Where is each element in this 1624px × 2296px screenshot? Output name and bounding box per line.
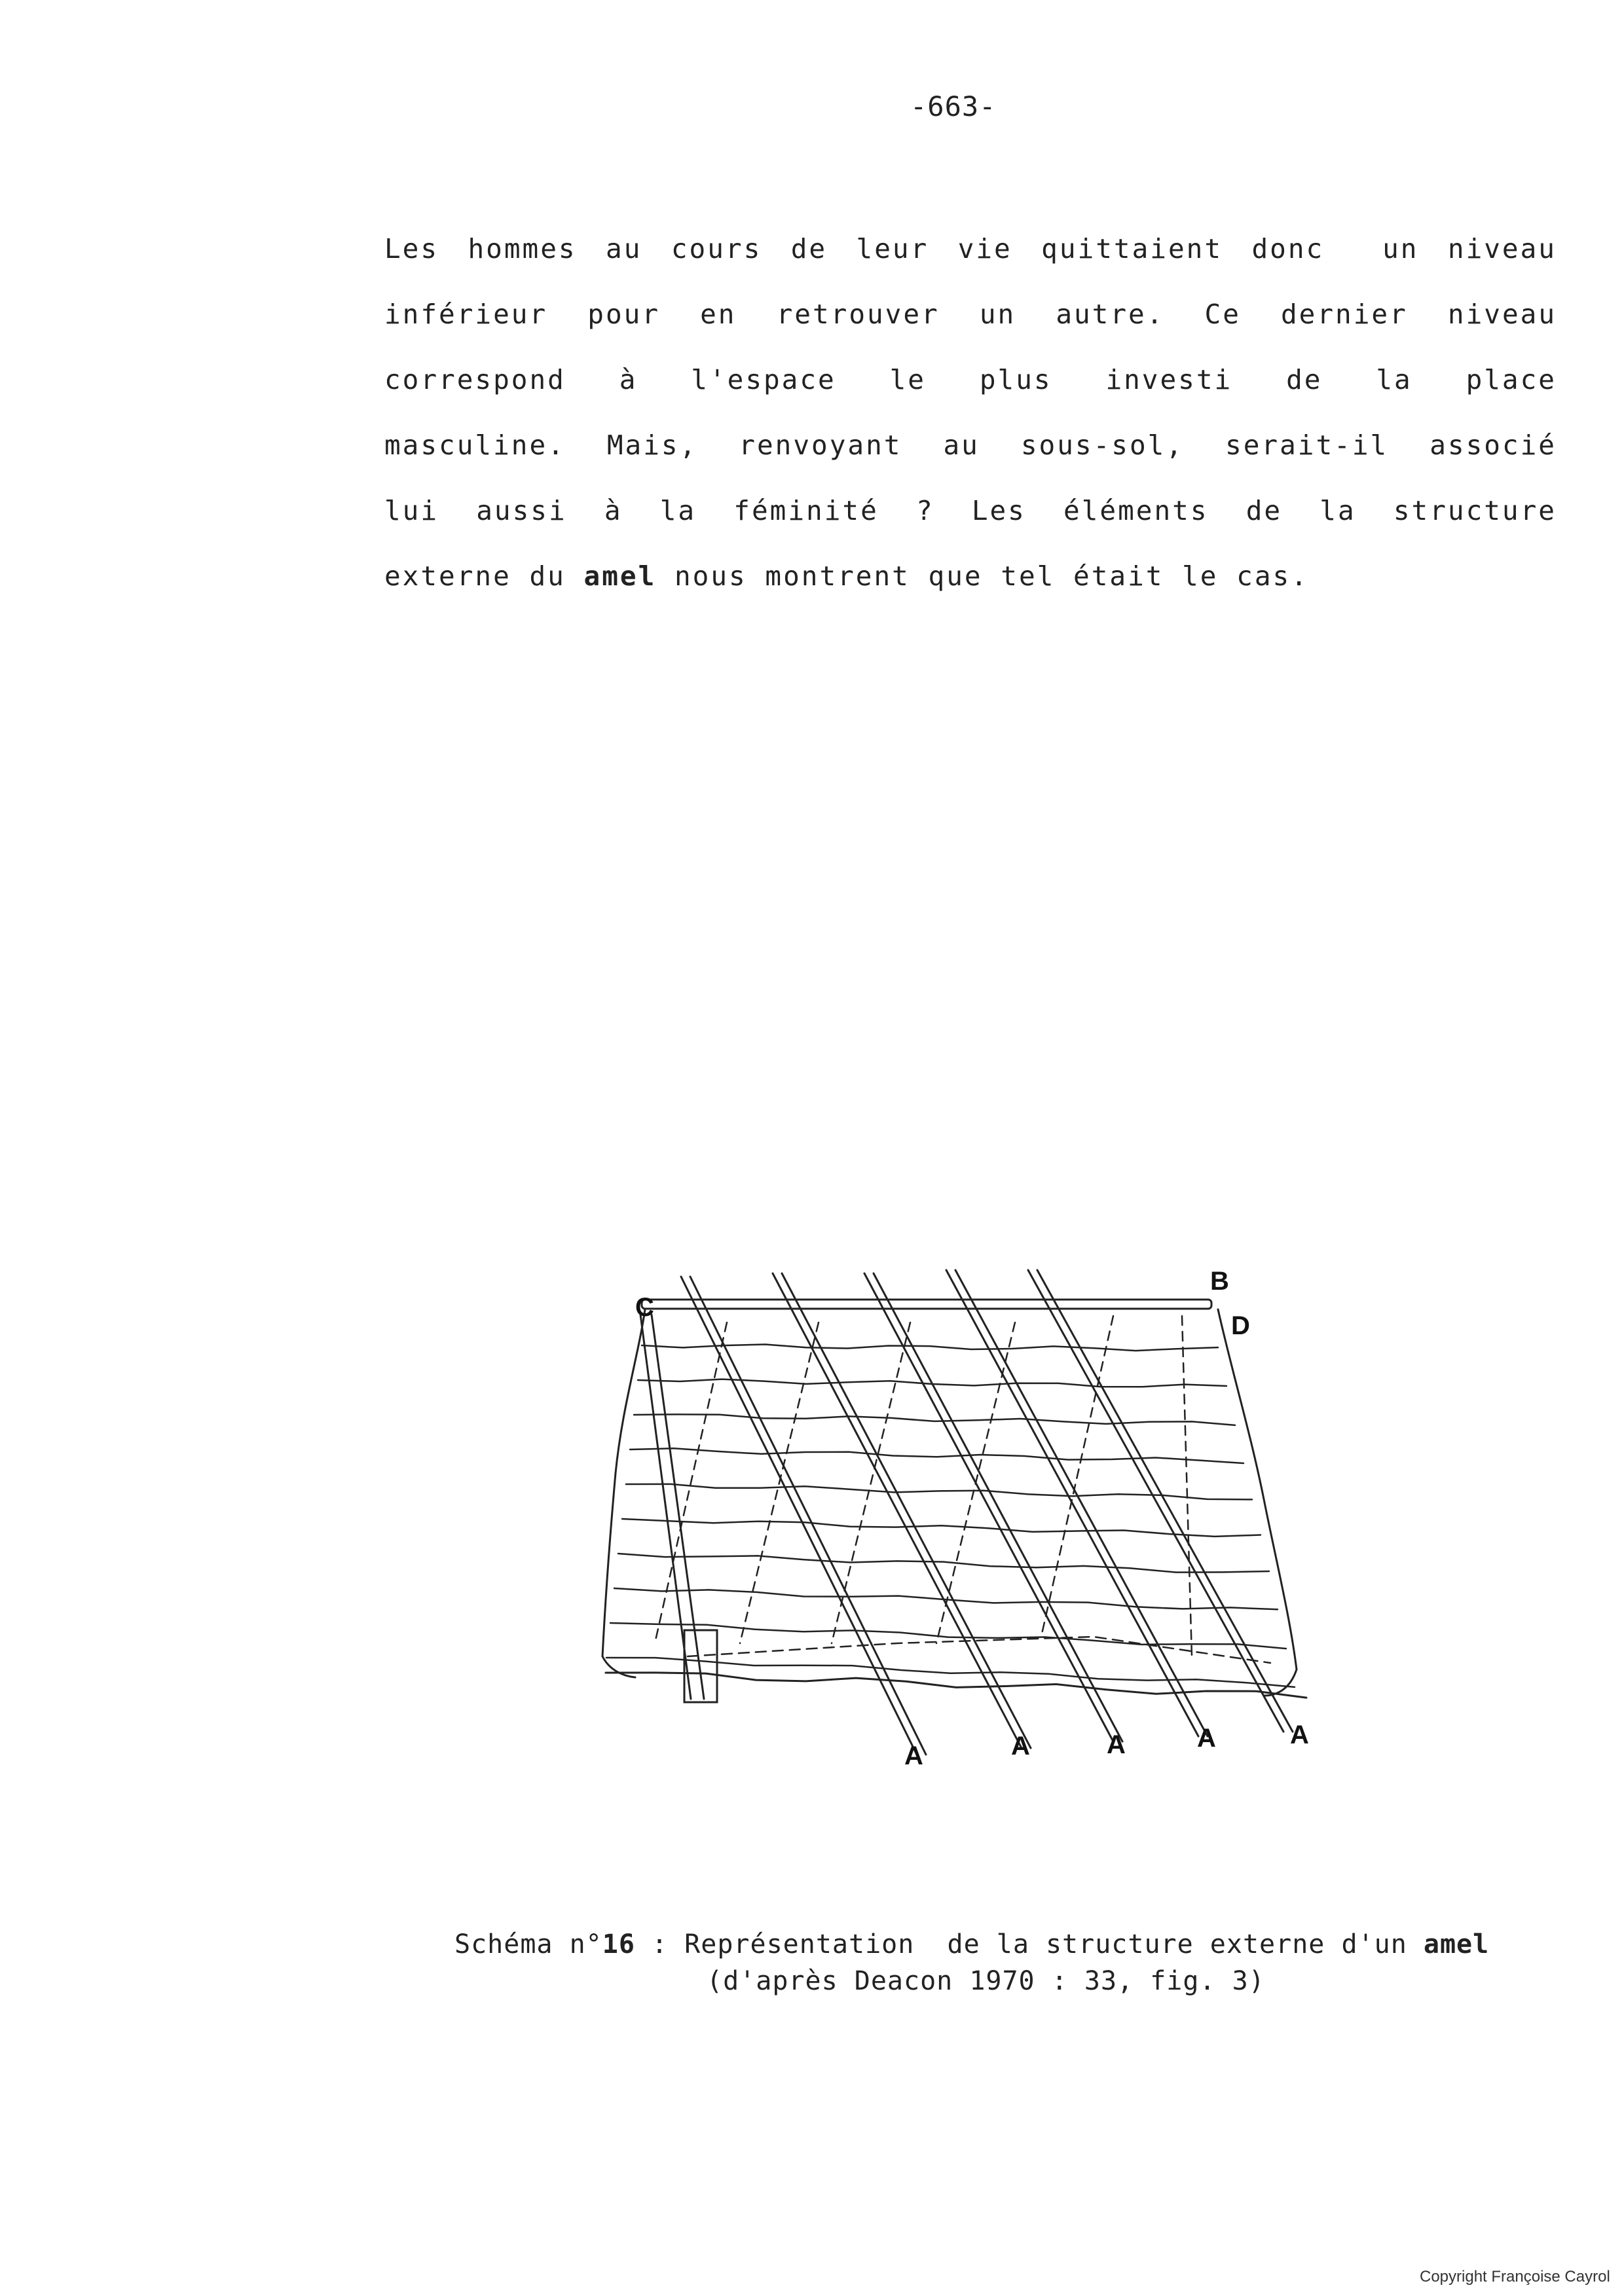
ridge-pole [642, 1300, 1211, 1309]
thatch-row [610, 1623, 1286, 1649]
hidden-rafter [1041, 1316, 1113, 1637]
hidden-rafter [936, 1322, 1015, 1643]
rafter-pole [1037, 1270, 1293, 1732]
hidden-rafter [1182, 1316, 1192, 1656]
ground-edge [606, 1673, 1306, 1698]
page-number: -663- [910, 90, 997, 122]
bold-term-amel: amel [1423, 1929, 1490, 1959]
hidden-rafter [655, 1322, 727, 1643]
rafter-pole [773, 1273, 1022, 1748]
paragraph-line: correspond à l'espace le plus investi de la place [384, 364, 1557, 395]
label-c: C [635, 1293, 654, 1322]
paragraph-line [384, 543, 1557, 609]
left-thatch-outline [602, 1309, 645, 1677]
caption-line-1 [454, 1926, 1489, 1963]
door-post [640, 1315, 691, 1699]
caption-separator: : [635, 1929, 685, 1959]
rafter-pole [864, 1273, 1113, 1741]
label-d: D [1231, 1311, 1250, 1340]
paragraph-text: nous montrent que tel était le cas. [656, 560, 1309, 592]
label-b: B [1210, 1267, 1229, 1296]
caption-text: Représentation de la structure externe d'un [684, 1929, 1424, 1959]
paragraph-line: inférieur pour en retrouver un autre. Ce dernier niveau [384, 299, 1557, 330]
door-post [652, 1315, 704, 1699]
thatch-row [642, 1345, 1218, 1351]
body-paragraph [384, 216, 1557, 609]
paragraph-line: masculine. Mais, renvoyant au sous-sol, serait-il associé [384, 429, 1557, 461]
caption-line-2: (d'après Deacon 1970 : 33, fig. 3) [707, 1966, 1265, 1996]
paragraph-line: Les hommes au cours de leur vie quittaient donc un niveau [384, 233, 1557, 264]
figure-caption [454, 1926, 1489, 1999]
thatch-row [606, 1658, 1295, 1687]
rafter-pole [782, 1273, 1031, 1748]
label-a: A [904, 1741, 923, 1770]
thatch-row [634, 1414, 1235, 1425]
copyright-notice: Copyright Françoise Cayrol [1420, 2268, 1610, 2286]
amel-structure-figure [570, 1237, 1401, 1781]
thatch-row [618, 1554, 1269, 1573]
thatch-row [630, 1448, 1244, 1463]
paragraph-text: externe du [384, 560, 584, 592]
paragraph-line: lui aussi à la féminité ? Les éléments de la structure [384, 495, 1557, 526]
label-a: A [1011, 1732, 1030, 1760]
label-a: A [1107, 1730, 1126, 1759]
label-a: A [1197, 1724, 1216, 1753]
thatch-row [626, 1484, 1252, 1500]
caption-number: 16 [602, 1929, 635, 1959]
label-a: A [1290, 1721, 1309, 1749]
caption-prefix: Schéma n° [454, 1929, 602, 1959]
thatch-row [622, 1519, 1261, 1537]
amel-structure-drawing [570, 1237, 1401, 1781]
hidden-rafter [740, 1322, 819, 1643]
bold-term-amel: amel [583, 560, 657, 592]
right-thatch-outline [1218, 1309, 1297, 1696]
